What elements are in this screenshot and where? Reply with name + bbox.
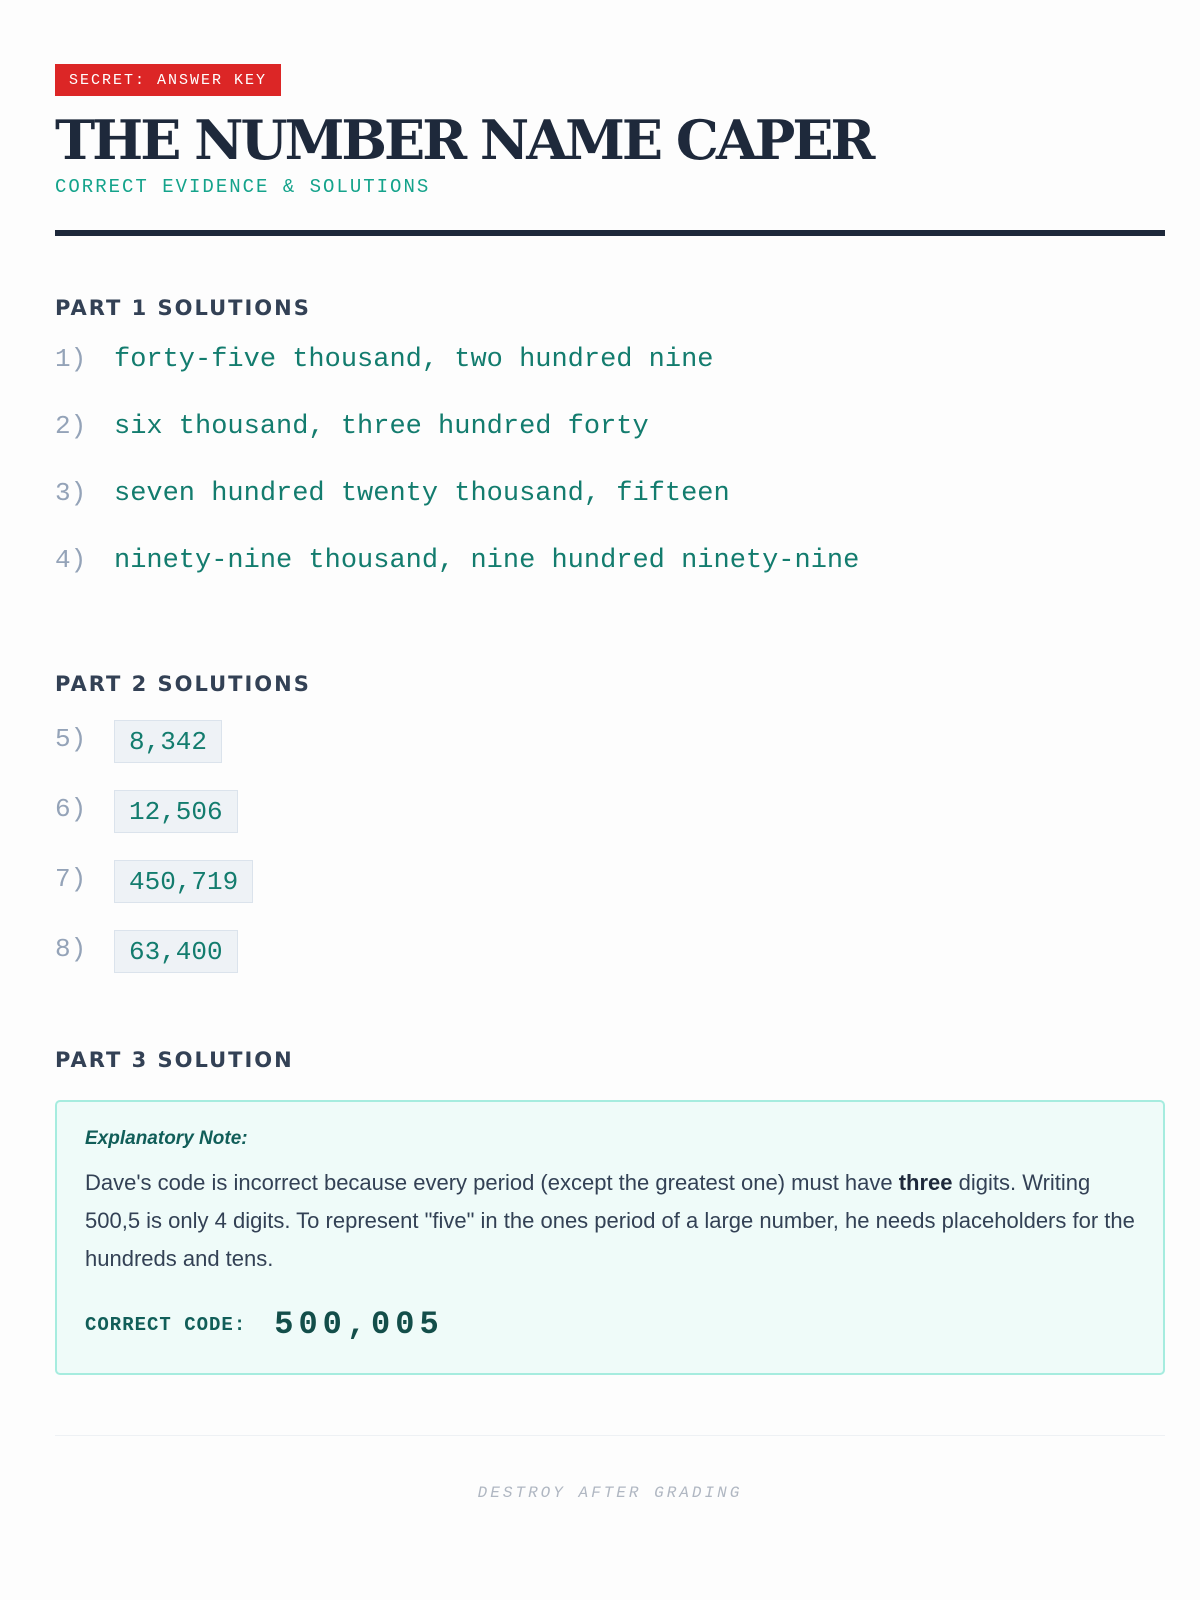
item-number: 3) <box>55 478 87 508</box>
list-item <box>55 930 1165 1000</box>
part3-heading: PART 3 SOLUTION <box>55 1048 294 1072</box>
item-number: 2) <box>55 411 87 441</box>
word-form-answer: ninety-nine thousand, nine hundred ninety-nine <box>114 546 860 576</box>
item-number: 6) <box>55 794 87 824</box>
correct-code-label: CORRECT CODE: <box>85 1313 247 1336</box>
correct-code-value: 500,005 <box>274 1306 444 1343</box>
correct-code-row <box>85 1306 1135 1343</box>
note-text: digits. Writing 500,5 is only 4 digits. To represent "five" in the ones period of a large number, he needs placeholders for the hundreds and tens. <box>85 1170 1135 1271</box>
secret-badge: SECRET: ANSWER KEY <box>55 64 281 96</box>
header-divider <box>55 230 1165 236</box>
item-number: 7) <box>55 864 87 894</box>
list-item <box>55 790 1165 860</box>
list-item <box>55 860 1165 930</box>
part1-list <box>55 344 1165 612</box>
list-item <box>55 545 1165 612</box>
standard-form-answer: 8,342 <box>114 720 222 763</box>
explanatory-note-box <box>55 1100 1165 1375</box>
item-number: 5) <box>55 724 87 754</box>
part2-heading: PART 2 SOLUTIONS <box>55 672 311 696</box>
list-item <box>55 411 1165 478</box>
footer-note: DESTROY AFTER GRADING <box>477 1484 743 1502</box>
item-number: 4) <box>55 545 87 575</box>
list-item <box>55 720 1165 790</box>
standard-form-answer: 12,506 <box>114 790 238 833</box>
word-form-answer: forty-five thousand, two hundred nine <box>114 345 714 375</box>
note-title: Explanatory Note: <box>85 1128 248 1149</box>
word-form-answer: seven hundred twenty thousand, fifteen <box>114 479 730 509</box>
page-title: THE NUMBER NAME CAPER <box>55 108 873 172</box>
answer-key-page <box>55 64 1165 1375</box>
item-number: 8) <box>55 934 87 964</box>
word-form-answer: six thousand, three hundred forty <box>114 412 649 442</box>
footer-divider <box>55 1435 1165 1436</box>
item-number: 1) <box>55 344 87 374</box>
list-item <box>55 478 1165 545</box>
note-text: Dave's code is incorrect because every period (except the greatest one) must have <box>85 1170 899 1195</box>
standard-form-answer: 63,400 <box>114 930 238 973</box>
note-emphasis: three <box>898 1170 953 1195</box>
note-body <box>85 1164 1135 1278</box>
standard-form-answer: 450,719 <box>114 860 253 903</box>
page-subtitle: CORRECT EVIDENCE & SOLUTIONS <box>55 176 431 198</box>
list-item <box>55 344 1165 411</box>
part1-heading: PART 1 SOLUTIONS <box>55 296 311 320</box>
part2-list <box>55 720 1165 1000</box>
